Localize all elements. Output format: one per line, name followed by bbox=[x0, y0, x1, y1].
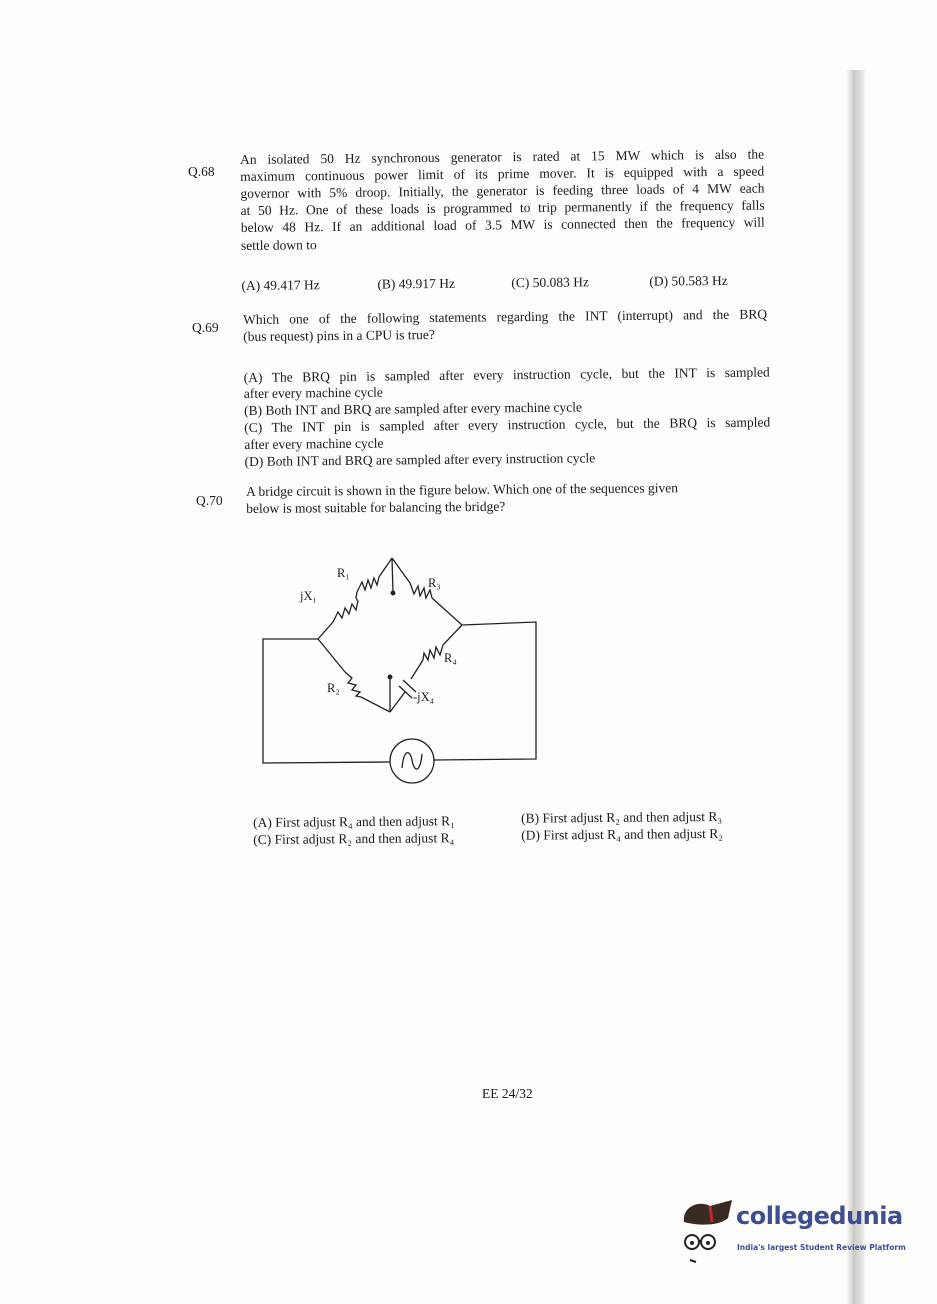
option-c: (C) 50.083 Hz bbox=[511, 274, 590, 291]
option-c-cont: after every machine cycle bbox=[244, 435, 384, 452]
label-r4: R₄ bbox=[444, 651, 457, 665]
option-c: (C) The INT pin is sampled after every instruction cycle, but the BRQ is sampled bbox=[244, 414, 771, 435]
option-b: (B) First adjust R₂ and then adjust R₃ bbox=[520, 808, 723, 826]
question-text-line: settle down to bbox=[240, 237, 317, 253]
inductor-jx1 bbox=[318, 598, 358, 639]
option-b: (B) Both INT and BRQ are sampled after every machine cycle bbox=[243, 399, 582, 418]
option-a: (A) The BRQ pin is sampled after every instruction cycle, but the INT is sampled bbox=[243, 364, 770, 385]
option-a-cont: after every machine cycle bbox=[243, 384, 383, 401]
page-number: EE 24/32 bbox=[482, 1086, 533, 1101]
ac-source-icon bbox=[390, 739, 434, 783]
option-a: (A) First adjust R₄ and then adjust R₁ bbox=[253, 813, 455, 830]
logo-tagline: India's largest Student Review Platform bbox=[737, 1243, 906, 1252]
question-text-line: An isolated 50 Hz synchronous generator is rated at 15 MW which is also the bbox=[240, 146, 765, 167]
label-r2: R₂ bbox=[327, 681, 340, 695]
resistor-r1 bbox=[356, 558, 392, 598]
option-d: (D) Both INT and BRQ are sampled after every instruction cycle bbox=[244, 450, 596, 469]
outer-loop-wires bbox=[263, 622, 536, 763]
option-b: (B) 49.917 Hz bbox=[377, 275, 456, 292]
resistor-r3 bbox=[392, 558, 462, 625]
question-text-line: Which one of the following statements regarding the INT (interrupt) and the BRQ bbox=[243, 306, 768, 327]
option-d: (D) 50.583 Hz bbox=[649, 272, 728, 289]
option-c: (C) First adjust R₂ and then adjust R₄ bbox=[253, 830, 455, 847]
question-number: Q.68 bbox=[188, 164, 215, 179]
question-text-line: at 50 Hz. One of these loads is programmed to trip permanently if the frequency falls bbox=[240, 197, 765, 218]
mascot-icon bbox=[680, 1196, 736, 1266]
label-r1: R₁ bbox=[337, 566, 350, 580]
label-jx1: jX₁ bbox=[300, 589, 317, 603]
question-text-line: below 48 Hz. If an additional load of 3.5 MW is connected then the frequency will bbox=[240, 214, 765, 235]
label-jx4: -jX₄ bbox=[413, 690, 435, 704]
logo-brand-text: collegedunia bbox=[736, 1202, 903, 1230]
resistor-r2 bbox=[318, 639, 390, 712]
collegedunia-logo bbox=[680, 1196, 910, 1266]
question-text-line: maximum continuous power limit of its prime mover. It is equipped with a speed bbox=[240, 163, 765, 184]
label-r3: R₃ bbox=[428, 576, 441, 590]
question-number: Q.69 bbox=[192, 320, 219, 335]
question-text-line: A bridge circuit is shown in the figure below. Which one of the sequences given bbox=[246, 480, 679, 499]
question-number: Q.70 bbox=[196, 493, 223, 508]
option-d: (D) First adjust R₄ and then adjust R₂ bbox=[521, 825, 724, 843]
option-a: (A) 49.417 Hz bbox=[241, 277, 320, 293]
question-text-line: governor with 5% droop. Initially, the generator is feeding three loads of 4 MW each bbox=[240, 180, 765, 201]
detector-terminals bbox=[388, 558, 395, 712]
question-text-line: below is most suitable for balancing the bridge? bbox=[246, 498, 506, 516]
question-text-line: (bus request) pins in a CPU is true? bbox=[243, 326, 435, 344]
